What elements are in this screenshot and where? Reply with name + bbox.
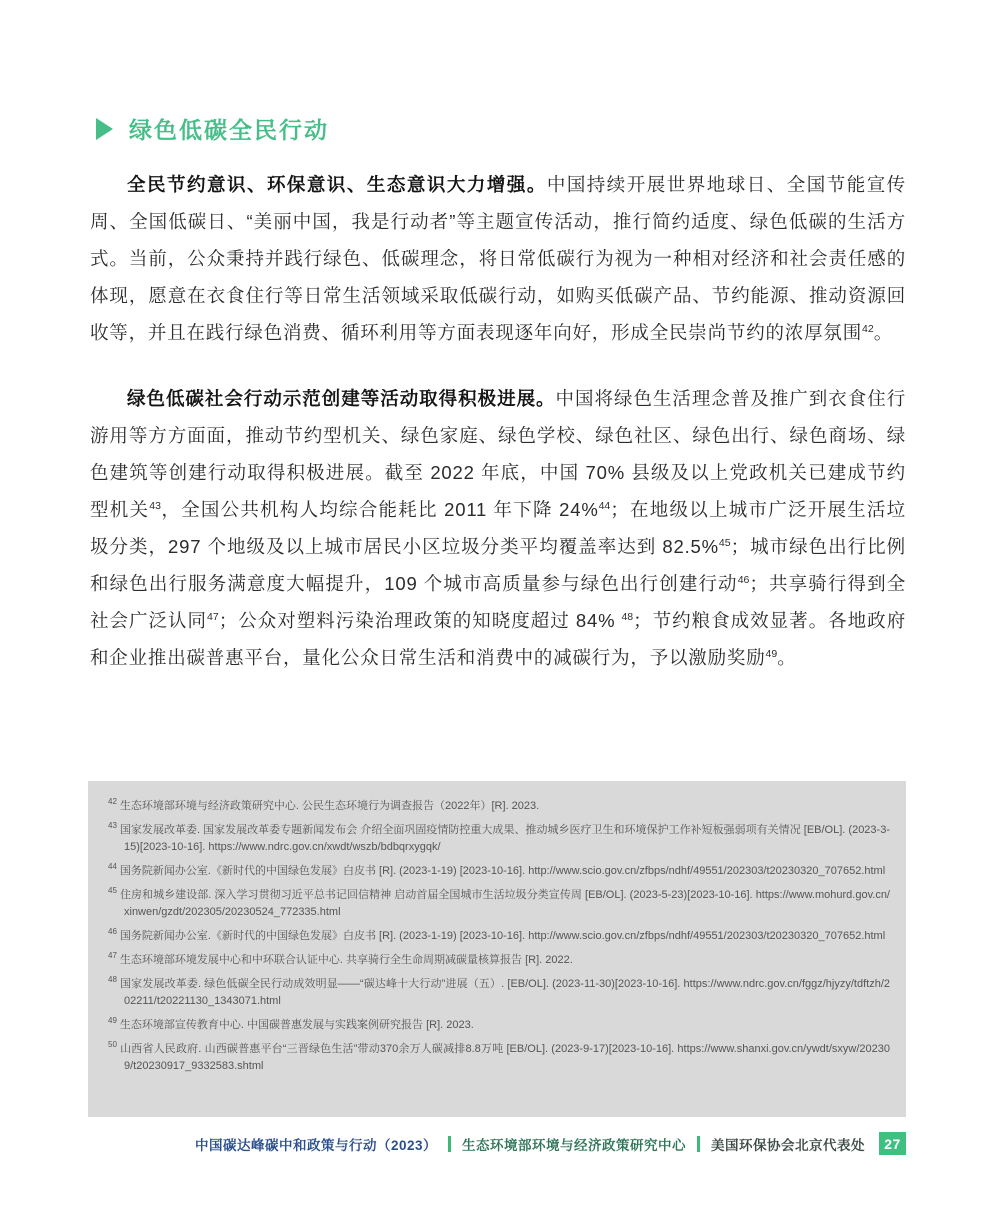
footnote-text: 国家发展改革委. 国家发展改革委专题新闻发布会 介绍全面巩固疫情防控重大成果、推动城乡医疗卫生和环境保护工作补短板强弱项有关情况 [EB/OL]. (2023-3-15)[2023-10-16]. https://www.ndrc.gov.cn/xwdt/wszb/bdbqrxygqk/ (119, 824, 890, 853)
footnote-number: 47 (108, 951, 117, 961)
footnote-number: 49 (108, 1016, 117, 1026)
footnote-text: 住房和城乡建设部. 深入学习贯彻习近平总书记回信精神 启动首届全国城市生活垃圾分类宣传周 [EB/OL]. (2023-5-23)[2023-10-16]. https://www.mohurd.gov.cn/xinwen/gzdt/202305/20230524_772335.html (119, 889, 890, 918)
footnote-reference: 49 (765, 647, 778, 660)
paragraph-text: ；城市绿色出行比例和绿色出行服务满意度大幅提升，109 个城市高质量参与绿色出行创建行动 (90, 536, 906, 594)
paragraph-text: 。 (777, 647, 797, 668)
footnote-text: 生态环境部宣传教育中心. 中国碳普惠发展与实践案例研究报告 [R]. 2023. (119, 1019, 474, 1031)
footnote-item (108, 1017, 890, 1034)
footnote-reference: 45 (718, 536, 731, 549)
section-title: 绿色低碳全民行动 (129, 117, 329, 143)
body-paragraph (90, 380, 906, 676)
footnote-reference: 46 (737, 573, 750, 586)
footnote-item (108, 798, 890, 815)
paragraph-lead-sentence: 全民节约意识、环保意识、生态意识大力增强。 (127, 174, 547, 195)
footnote-reference: 47 (207, 610, 219, 623)
footnote-reference: 42 (862, 322, 874, 335)
footer-separator-bar (697, 1136, 700, 1152)
footer-org-policy-center: 生态环境部环境与经济政策研究中心 (462, 1137, 686, 1153)
footer-report-title: 中国碳达峰碳中和政策与行动（2023） (194, 1137, 437, 1153)
paragraph-lead-sentence: 绿色低碳社会行动示范创建等活动取得积极进展。 (127, 388, 556, 409)
paragraph-text: 。 (873, 322, 894, 343)
footnote-number: 42 (108, 797, 117, 807)
footnote-text: 生态环境部环境与经济政策研究中心. 公民生态环境行为调查报告（2022年）[R]. 2023. (119, 800, 540, 812)
page-number-badge: 27 (879, 1132, 906, 1155)
footnote-number: 45 (108, 886, 117, 896)
footnote-item (108, 822, 890, 856)
footnote-number: 48 (108, 975, 117, 985)
paragraph-text: ；在地级以上城市广泛开展生活垃圾分类，297 个地级及以上城市居民小区垃圾分类平均覆盖率达到 82.5% (90, 499, 906, 557)
page-footer (88, 1131, 906, 1156)
paragraph-text: ；共享骑行得到全社会广泛认同 (90, 573, 906, 631)
footnote-text: 山西省人民政府. 山西碳普惠平台“三晋绿色生活”带动370余万人碳减排8.8万吨 [EB/OL]. (2023-9-17)[2023-10-16]. https://www.shanxi.gov.cn/ywdt/sxyw/202309/t20230917_9332583.shtml (119, 1043, 890, 1072)
section-heading (96, 112, 329, 145)
footnote-item (108, 1041, 890, 1075)
footnote-item (108, 887, 890, 921)
footnote-reference: 43 (149, 499, 161, 512)
paragraph-text: ；节约粮食成效显著。各地政府和企业推出碳普惠平台，量化公众日常生活和消费中的减碳行为，予以激励奖励 (90, 610, 906, 668)
body-paragraph (90, 166, 906, 351)
footnote-number: 43 (108, 821, 117, 831)
footnote-panel (88, 781, 906, 1117)
paragraph-text: ，全国公共机构人均综合能耗比 2011 年下降 24% (160, 499, 599, 520)
paragraph-text: ；公众对塑料污染治理政策的知晓度超过 84% (218, 610, 622, 631)
footer-org-edf-beijing: 美国环保协会北京代表处 (711, 1137, 865, 1153)
footnote-number: 50 (108, 1040, 117, 1050)
triangle-bullet-icon (96, 118, 113, 140)
paragraph-text: 中国持续开展世界地球日、全国节能宣传周、全国低碳日、“美丽中国，我是行动者”等主题宣传活动，推行简约适度、绿色低碳的生活方式。当前，公众秉持并践行绿色、低碳理念，将日常低碳行为视为一种相对经济和社会责任感的体现，愿意在衣食住行等日常生活领域采取低碳行动，如购买低碳产品、节约能源、推动资源回收等，并且在践行绿色消费、循环利用等方面表现逐年向好，形成全民崇尚节约的浓厚氛围 (90, 174, 906, 343)
footnote-item (108, 952, 890, 969)
article-body (90, 166, 906, 705)
footnote-text: 国务院新闻办公室.《新时代的中国绿色发展》白皮书 [R]. (2023-1-19) [2023-10-16]. http://www.scio.gov.cn/zfbps/ndhf/49551/202303/t20230320_707652.html (119, 930, 886, 942)
footnote-item (108, 863, 890, 880)
footnote-number: 46 (108, 927, 117, 937)
footnote-reference: 44 (598, 499, 611, 512)
footer-separator-bar (448, 1136, 451, 1152)
footnote-item (108, 928, 890, 945)
footnote-text: 国务院新闻办公室.《新时代的中国绿色发展》白皮书 [R]. (2023-1-19) [2023-10-16]. http://www.scio.gov.cn/zfbps/ndhf/49551/202303/t20230320_707652.html (119, 865, 886, 877)
footnote-number: 44 (108, 862, 117, 872)
footnote-item (108, 976, 890, 1010)
footnote-text: 国家发展改革委. 绿色低碳全民行动成效明显——“碳达峰十大行动”进展（五）. [EB/OL]. (2023-11-30)[2023-10-16]. https://www.ndrc.gov.cn/fggz/hjyzy/tdftzh/202211/t20221130_1343071.html (119, 978, 890, 1007)
paragraph-text: 中国将绿色生活理念普及推广到衣食住行游用等方方面面，推动节约型机关、绿色家庭、绿色学校、绿色社区、绿色出行、绿色商场、绿色建筑等创建行动取得积极进展。截至 2022 年底，中国 70% 县级及以上党政机关已建成节约型机关 (90, 388, 906, 520)
footnote-text: 生态环境部环境发展中心和中环联合认证中心. 共享骑行全生命周期减碳量核算报告 [R]. 2022. (119, 954, 573, 966)
footnote-reference: 48 (621, 610, 634, 623)
